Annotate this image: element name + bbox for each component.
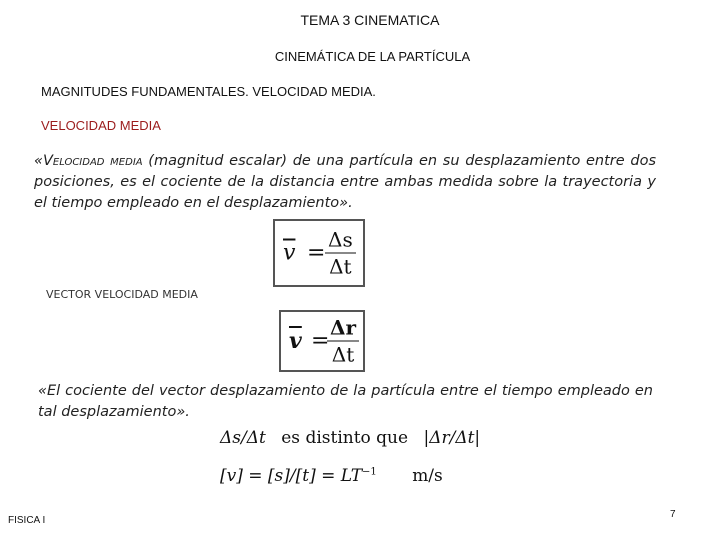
dimension-exponent: −1 — [362, 466, 377, 478]
definition-paragraph — [34, 151, 656, 214]
inequality-relation — [220, 428, 480, 448]
relation-middle: es distinto que — [281, 428, 409, 448]
page-number: 7 — [670, 509, 676, 520]
section-heading: MAGNITUDES FUNDAMENTALES. VELOCIDAD MEDIA. — [41, 84, 376, 99]
dimension-formula: [v] = [s]/[t] = LT — [220, 466, 363, 486]
formula-lhs: $\overline{v}$ — [283, 240, 296, 266]
formula-fraction — [325, 228, 356, 279]
relation-left: Δs/Δt — [220, 428, 266, 448]
footer-course: FISICA I — [8, 515, 46, 526]
definition-term: Velocidad media — [42, 153, 143, 169]
formula-numerator: Δr — [327, 316, 359, 342]
formula-denominator: Δt — [329, 254, 352, 279]
vector-velocity-label: VECTOR VELOCIDAD MEDIA — [46, 288, 198, 301]
definition-text: (magnitud escalar) de una partícula en su desplazamiento entre dos posiciones, es el cociente de la distancia entre ambas medida sobre la trayectoria y el tiempo empleado en el desplazamiento». — [34, 153, 656, 211]
formula-numerator: Δs — [325, 228, 356, 254]
formula-equals: = — [311, 328, 330, 354]
average-speed-formula — [273, 219, 365, 287]
page-title: TEMA 3 CINEMATICA — [300, 12, 440, 28]
section-subheading: VELOCIDAD MEDIA — [41, 118, 161, 133]
dimension-unit: m/s — [412, 466, 443, 486]
open-quote: « — [34, 153, 43, 169]
formula-equals: = — [307, 240, 326, 266]
dimension-equation — [220, 466, 443, 486]
vector-velocity-formula — [279, 310, 365, 372]
formula-denominator: Δt — [331, 342, 355, 367]
relation-right: |Δr/Δt| — [423, 428, 481, 448]
formula-lhs: $\overline{v}$ — [289, 328, 302, 354]
vector-definition-paragraph: «El cociente del vector desplazamiento de la partícula entre el tiempo empleado en tal desplazamiento». — [38, 383, 653, 420]
page-subtitle: CINEMÁTICA DE LA PARTÍCULA — [274, 49, 471, 64]
formula-fraction — [327, 316, 359, 367]
